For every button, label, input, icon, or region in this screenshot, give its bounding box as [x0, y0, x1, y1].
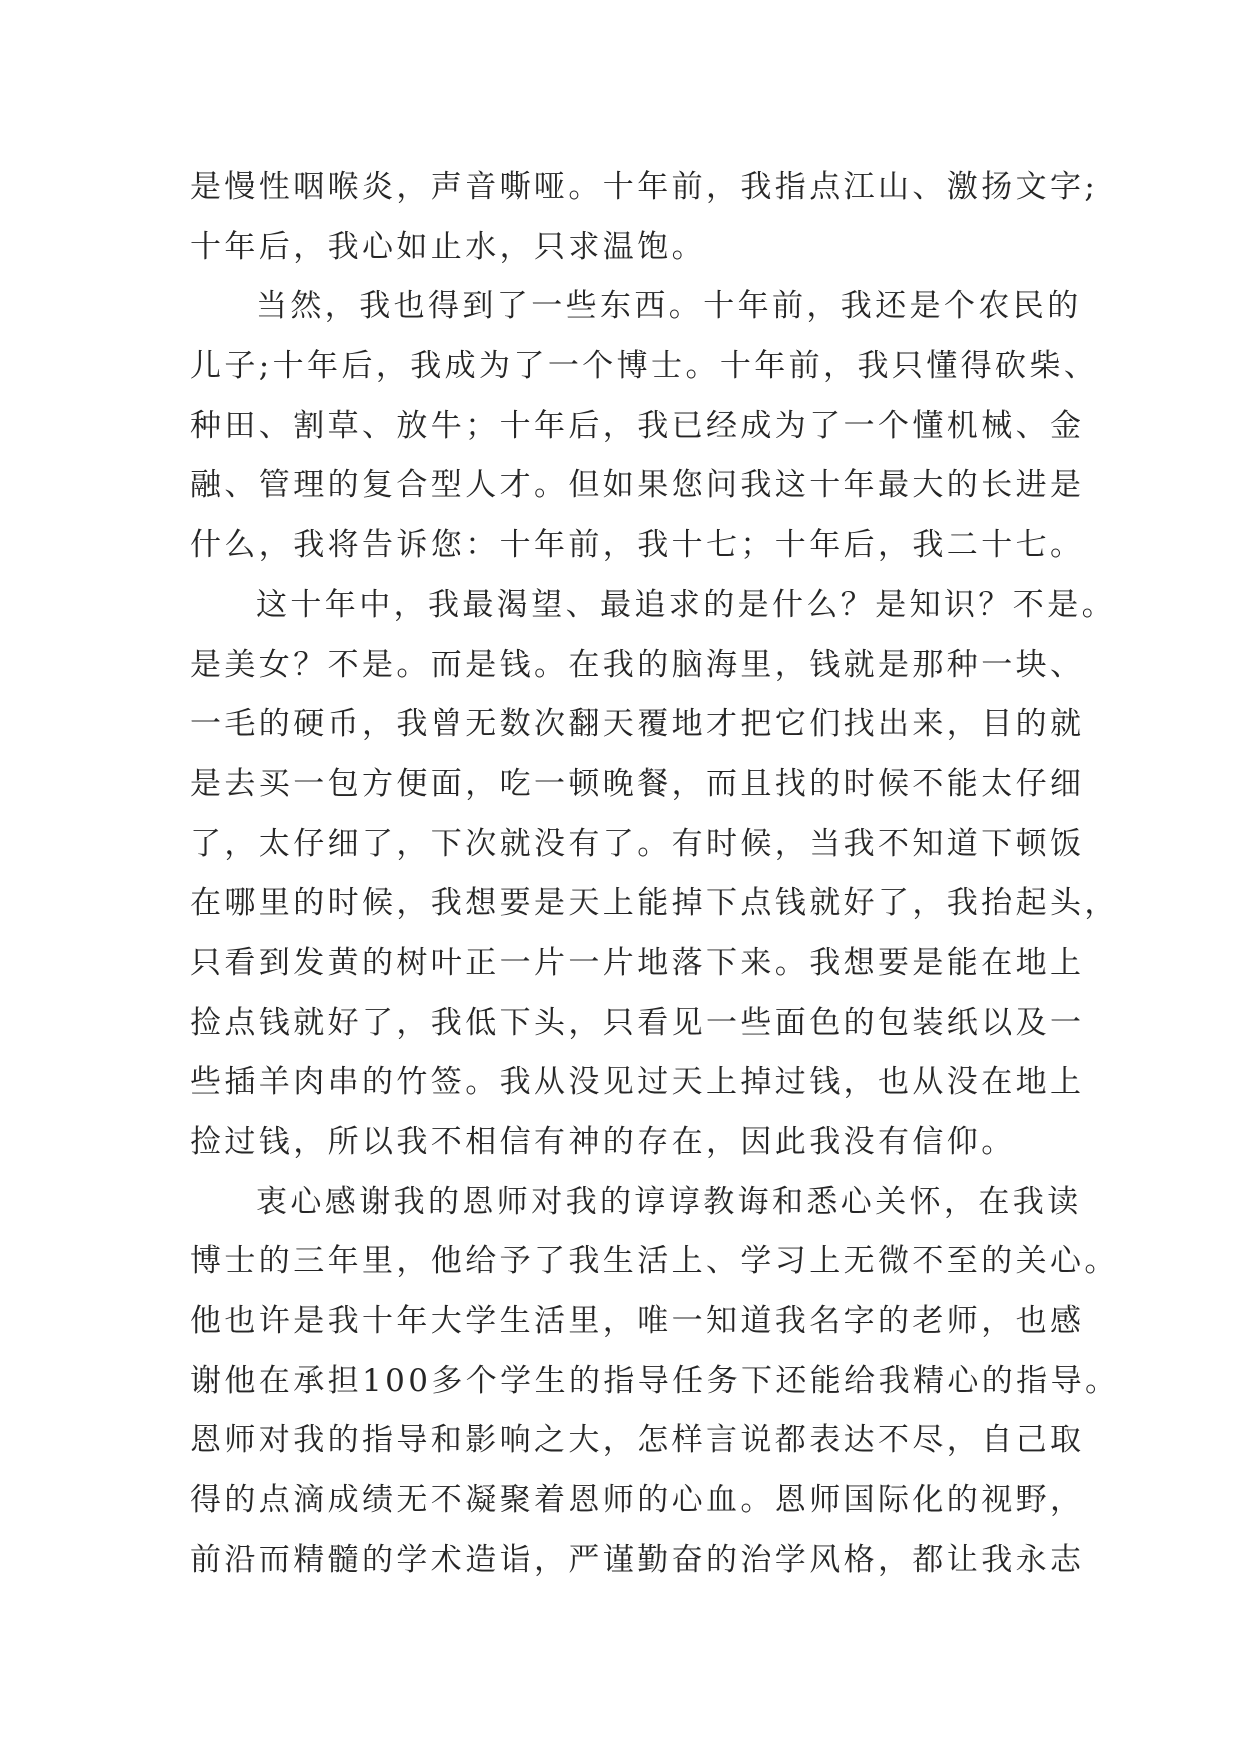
text-line: 是美女？不是。而是钱。在我的脑海里，钱就是那种一块、	[190, 646, 1085, 683]
text-line: 前沿而精髓的学术造诣，严谨勤奋的治学风格，都让我永志	[190, 1541, 1085, 1578]
text-line: 十年后，我心如止水，只求温饱。	[190, 228, 706, 265]
text-line: 是慢性咽喉炎，声音嘶哑。十年前，我指点江山、激扬文字;	[190, 169, 1099, 205]
text-line: 融、管理的复合型人才。但如果您问我这十年最大的长进是	[190, 467, 1085, 504]
paragraph-first-line: 这十年中，我最渴望、最追求的是什么？是知识？不是。	[256, 586, 1116, 623]
text-line: 了，太仔细了，下次就没有了。有时候，当我不知道下顿饭	[190, 825, 1085, 862]
body-text	[190, 158, 1120, 1591]
text-line: 捡过钱，所以我不相信有神的存在，因此我没有信仰。	[190, 1124, 1016, 1160]
text-line: 博士的三年里，他给予了我生活上、学习上无微不至的关心。	[190, 1243, 1119, 1280]
text-line: 儿子;十年后，我成为了一个博士。十年前，我只懂得砍柴、	[190, 348, 1099, 385]
paragraph-first-line: 当然，我也得到了一些东西。十年前，我还是个农民的	[256, 288, 1082, 325]
text-line: 什么，我将告诉您：十年前，我十七；十年后，我二十七。	[190, 527, 1085, 564]
text-line: 些插羊肉串的竹签。我从没见过天上掉过钱，也从没在地上	[190, 1064, 1085, 1101]
paragraph-first-line: 衷心感谢我的恩师对我的谆谆教诲和悉心关怀，在我读	[256, 1183, 1082, 1220]
text-line: 在哪里的时候，我想要是天上能掉下点钱就好了，我抬起头，	[190, 885, 1119, 922]
text-line: 谢他在承担100多个学生的指导任务下还能给我精心的指导。	[190, 1362, 1120, 1399]
text-line: 恩师对我的指导和影响之大，怎样言说都表达不尽，自己取	[190, 1422, 1085, 1459]
text-line: 捡点钱就好了，我低下头，只看见一些面色的包装纸以及一	[190, 1004, 1085, 1041]
text-line: 一毛的硬币，我曾无数次翻天覆地才把它们找出来，目的就	[190, 706, 1085, 743]
text-line: 他也许是我十年大学生活里，唯一知道我名字的老师，也感	[190, 1303, 1085, 1340]
text-line: 只看到发黄的树叶正一片一片地落下来。我想要是能在地上	[190, 944, 1085, 981]
text-line: 得的点滴成绩无不凝聚着恩师的心血。恩师国际化的视野，	[190, 1482, 1085, 1519]
text-line: 是去买一包方便面，吃一顿晚餐，而且找的时候不能太仔细	[190, 765, 1085, 802]
text-line: 种田、割草、放牛；十年后，我已经成为了一个懂机械、金	[190, 407, 1085, 444]
